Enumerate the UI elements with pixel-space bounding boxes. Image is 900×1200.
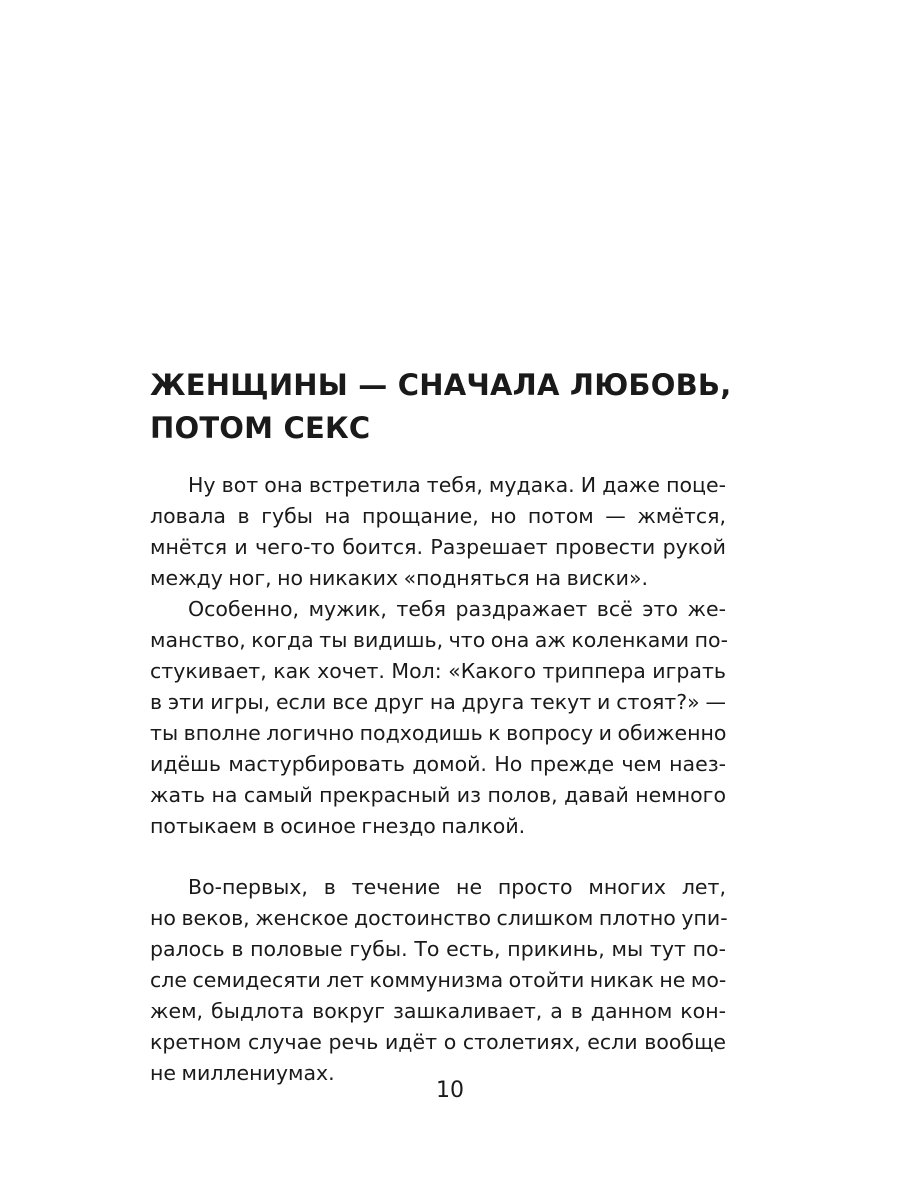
- chapter-title: [150, 364, 732, 450]
- text-line: но веков, женское достоинство слишком плотно упи-: [150, 906, 728, 930]
- chapter-title-line: ПОТОМ СЕКС: [150, 411, 371, 445]
- text-line: жем, быдлота вокруг зашкаливает, а в данном кон-: [150, 999, 726, 1023]
- text-line: сле семидесяти лет коммунизма отойти никак не мо-: [150, 968, 727, 992]
- text-line: Во-первых, в течение не просто многих лет,: [188, 875, 726, 899]
- text-line: ралось в половые губы. То есть, прикинь, мы тут по-: [150, 937, 726, 961]
- text-line: потыкаем в осиное гнездо палкой.: [150, 814, 526, 838]
- text-line: Особенно, мужик, тебя раздражает всё это же-: [188, 597, 726, 621]
- text-line: манство, когда ты видишь, что она аж коленками по-: [150, 628, 728, 652]
- text-line: в эти игры, если все друг на друга текут и стоят?» —: [150, 690, 726, 714]
- text-line: ловала в губы на прощание, но потом — жмётся,: [150, 504, 726, 528]
- text-line: стукивает, как хочет. Мол: «Какого триппера играть: [150, 659, 726, 683]
- text-line: Ну вот она встретила тебя, мудака. И даже поце-: [188, 473, 726, 497]
- paragraph: [150, 470, 726, 594]
- text-line: между ног, но никаких «подняться на виски».: [150, 566, 649, 590]
- page-number: 10: [436, 1078, 464, 1103]
- text-line: кретном случае речь идёт о столетиях, если вообще: [150, 1030, 726, 1054]
- text-line: мнётся и чего-то боится. Разрешает провести рукой: [150, 535, 726, 559]
- paragraph: [150, 594, 726, 842]
- text-line: идёшь мастурбировать домой. Но прежде чем наез-: [150, 752, 726, 776]
- chapter-title-line: ЖЕНЩИНЫ — СНАЧАЛА ЛЮБОВЬ,: [150, 368, 732, 402]
- text-line: не миллениумах.: [150, 1061, 335, 1085]
- body-text: [150, 470, 726, 1089]
- text-line: жать на самый прекрасный из полов, давай немного: [150, 783, 726, 807]
- text-line: ты вполне логично подходишь к вопросу и обиженно: [150, 721, 727, 745]
- book-page: [150, 364, 732, 1089]
- paragraph: [150, 872, 726, 1089]
